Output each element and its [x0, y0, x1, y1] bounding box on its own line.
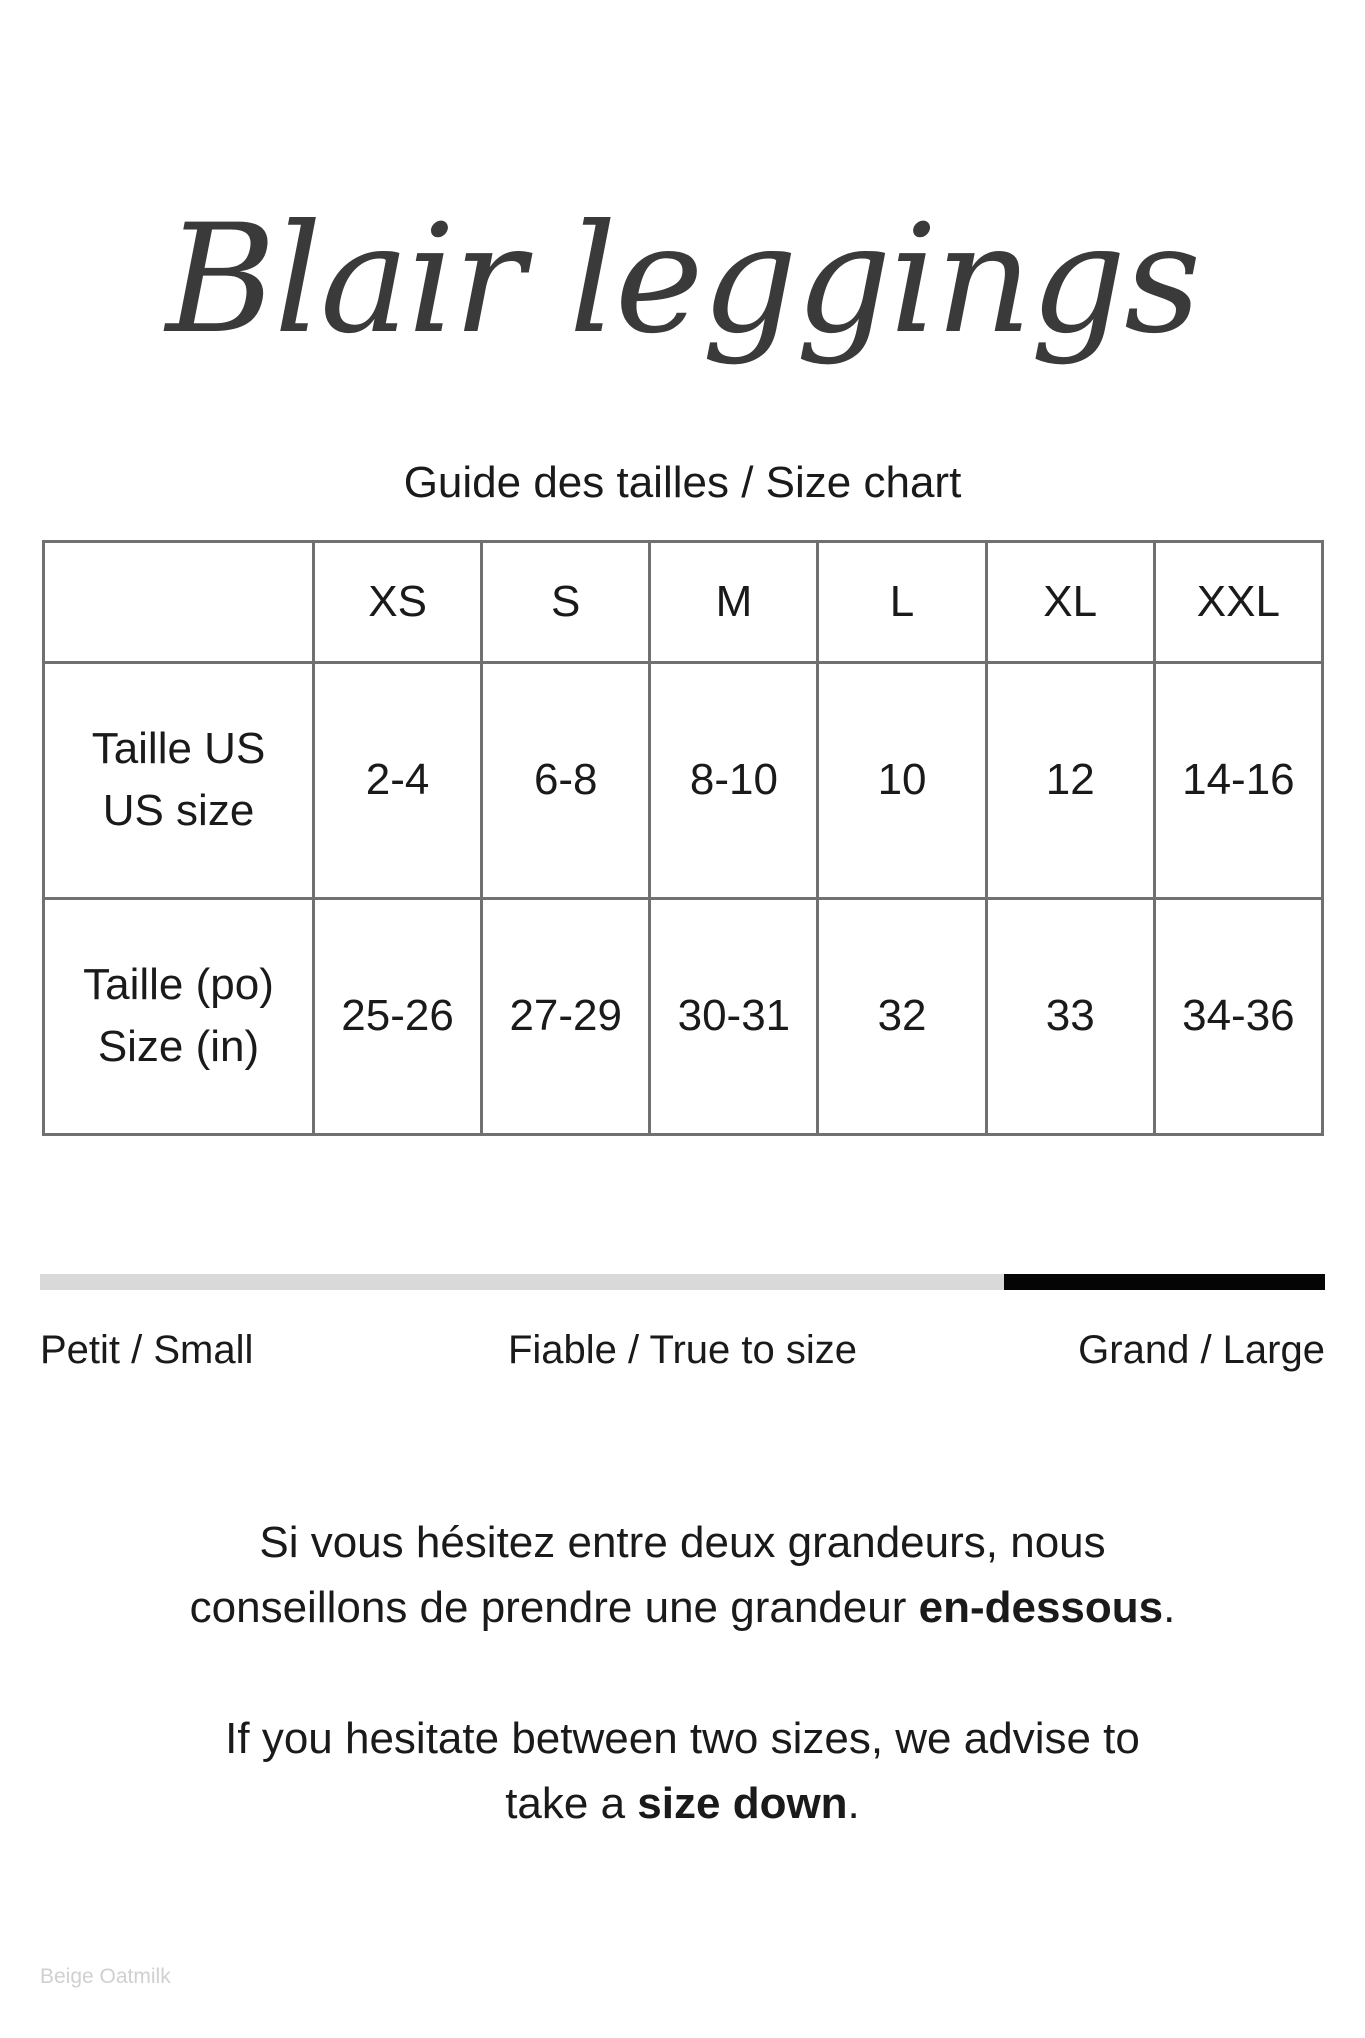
row-label-line: Taille (po): [83, 960, 274, 1010]
advice-line: Si vous hésitez entre deux grandeurs, nous: [259, 1518, 1106, 1567]
size-header-xl: XL: [986, 542, 1154, 663]
row-label-size-in: [44, 898, 314, 1134]
table-cell: 2-4: [314, 662, 482, 898]
table-cell: 30-31: [650, 898, 818, 1134]
fit-label-small: Petit / Small: [40, 1328, 254, 1372]
fit-label-true-to-size: Fiable / True to size: [507, 1328, 858, 1372]
advice-text: take a: [505, 1779, 638, 1828]
row-label-line: US size: [102, 786, 255, 836]
table-cell: 32: [818, 898, 986, 1134]
table-corner-cell: [44, 542, 314, 663]
table-cell: 14-16: [1154, 662, 1322, 898]
advice-line: [0, 1575, 1365, 1640]
size-header-xxl: XXL: [1154, 542, 1322, 663]
advice-text: .: [847, 1779, 860, 1828]
size-chart-table: [42, 540, 1324, 1136]
table-cell: 10: [818, 662, 986, 898]
size-chart-heading: Guide des tailles / Size chart: [403, 458, 962, 507]
advice-french: [0, 1510, 1365, 1640]
fit-label-large: Grand / Large: [1078, 1328, 1325, 1372]
advice-emphasis: en-dessous: [918, 1583, 1164, 1632]
table-cell: 6-8: [482, 662, 650, 898]
table-cell: 27-29: [482, 898, 650, 1134]
size-header-s: S: [482, 542, 650, 663]
table-header-row: [44, 542, 1323, 663]
advice-emphasis: size down: [637, 1779, 848, 1828]
size-header-xs: XS: [314, 542, 482, 663]
size-header-l: L: [818, 542, 986, 663]
product-title: Blair leggings: [165, 193, 1200, 367]
advice-line: [0, 1771, 1365, 1836]
row-label-line: Taille US: [91, 724, 266, 774]
row-label-us-size: [44, 662, 314, 898]
table-cell: 25-26: [314, 898, 482, 1134]
table-row: [44, 898, 1323, 1134]
size-header-m: M: [650, 542, 818, 663]
advice-text: conseillons de prendre une grandeur: [189, 1583, 919, 1632]
fit-scale-indicator: [1004, 1274, 1325, 1290]
advice-english: [0, 1706, 1365, 1836]
table-cell: 34-36: [1154, 898, 1322, 1134]
table-cell: 8-10: [650, 662, 818, 898]
fit-scale-track: [40, 1274, 1325, 1290]
colorway-label: Beige Oatmilk: [40, 1965, 171, 1988]
table-cell: 12: [986, 662, 1154, 898]
table-cell: 33: [986, 898, 1154, 1134]
advice-line: If you hesitate between two sizes, we advise to: [225, 1714, 1140, 1763]
table-row: [44, 662, 1323, 898]
row-label-line: Size (in): [97, 1022, 260, 1072]
advice-text: .: [1163, 1583, 1176, 1632]
